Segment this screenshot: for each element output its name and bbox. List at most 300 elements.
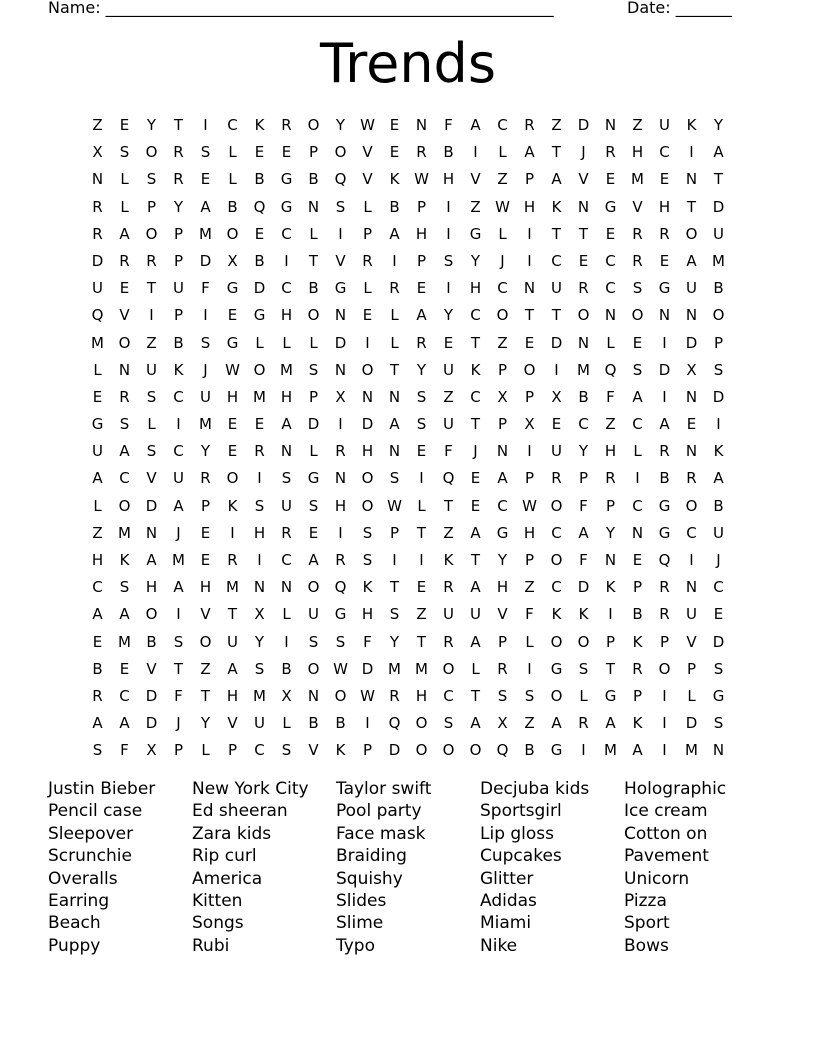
grid-letter: L: [147, 415, 156, 434]
grid-letter: G: [253, 306, 266, 325]
grid-letter: O: [523, 360, 536, 379]
grid-letter: E: [254, 415, 265, 434]
grid-letter: A: [173, 496, 184, 515]
grid-letter: T: [470, 333, 481, 352]
grid-letter: I: [689, 551, 694, 569]
grid-letter: U: [686, 605, 697, 624]
grid-letter: E: [119, 659, 130, 678]
grid-letter: J: [473, 442, 478, 461]
grid-letter: A: [281, 415, 292, 434]
grid-letter: I: [365, 333, 370, 352]
grid-letter: C: [497, 496, 508, 515]
grid-letter: G: [658, 279, 671, 298]
grid-letter: H: [523, 523, 536, 542]
grid-letter: P: [524, 170, 535, 189]
grid-letter: H: [658, 197, 671, 216]
grid-letter: C: [470, 387, 481, 406]
grid-letter: X: [686, 360, 697, 379]
grid-letter: S: [389, 605, 400, 624]
grid-letter: C: [119, 469, 130, 488]
grid-letter: A: [389, 415, 400, 434]
word-item: Ice cream: [624, 801, 708, 822]
grid-letter: P: [146, 197, 157, 216]
grid-letter: N: [685, 387, 698, 406]
grid-letter: B: [308, 170, 319, 189]
grid-letter: S: [308, 360, 319, 379]
grid-letter: O: [307, 116, 320, 134]
word-item: Scrunchie: [48, 846, 132, 867]
grid-letter: R: [254, 442, 265, 461]
grid-letter: C: [632, 415, 643, 434]
grid-letter: S: [200, 143, 211, 162]
grid-letter: S: [173, 632, 184, 651]
grid-letter: G: [226, 279, 239, 298]
grid-letter: A: [416, 306, 427, 325]
grid-letter: E: [254, 224, 265, 243]
grid-letter: R: [281, 523, 292, 542]
grid-letter: K: [470, 360, 481, 379]
grid-letter: B: [254, 251, 265, 270]
grid-letter: A: [119, 224, 130, 243]
grid-letter: O: [631, 306, 644, 325]
word-item: Earring: [48, 891, 110, 912]
grid-row: [84, 302, 732, 329]
grid-row: [84, 520, 732, 547]
letter-grid: [84, 112, 732, 765]
grid-letter: N: [685, 306, 698, 325]
grid-letter: I: [203, 306, 208, 325]
word-item: Slime: [336, 913, 384, 934]
grid-letter: O: [469, 741, 482, 760]
grid-letter: P: [416, 197, 427, 216]
grid-letter: O: [145, 143, 158, 162]
grid-letter: U: [551, 442, 562, 461]
grid-letter: U: [92, 279, 103, 298]
grid-letter: P: [605, 632, 616, 651]
grid-letter: D: [307, 415, 320, 434]
grid-letter: G: [658, 523, 671, 542]
grid-letter: E: [200, 170, 211, 189]
grid-letter: E: [227, 415, 238, 434]
grid-letter: R: [443, 632, 454, 651]
grid-letter: X: [497, 714, 508, 733]
grid-letter: L: [363, 279, 372, 298]
grid-letter: Q: [334, 578, 347, 597]
grid-letter: B: [308, 714, 319, 733]
grid-letter: P: [578, 469, 589, 488]
grid-letter: I: [554, 360, 559, 379]
grid-letter: H: [334, 496, 347, 515]
grid-letter: C: [173, 387, 184, 406]
grid-row: [84, 221, 732, 248]
grid-letter: I: [392, 251, 397, 270]
grid-letter: C: [632, 496, 643, 515]
grid-letter: U: [281, 496, 292, 515]
grid-letter: Y: [146, 116, 157, 134]
grid-letter: B: [713, 496, 724, 515]
grid-letter: V: [200, 605, 211, 624]
grid-letter: B: [308, 279, 319, 298]
grid-letter: L: [282, 605, 291, 624]
grid-letter: L: [228, 170, 237, 189]
grid-letter: K: [632, 632, 643, 651]
grid-letter: R: [443, 578, 454, 597]
grid-letter: L: [93, 496, 102, 515]
grid-letter: N: [712, 741, 725, 760]
word-item: Taylor swift: [336, 779, 432, 799]
grid-letter: D: [199, 251, 212, 270]
grid-letter: E: [713, 605, 724, 624]
grid-letter: I: [662, 741, 667, 760]
grid-letter: L: [471, 659, 480, 678]
grid-letter: I: [257, 469, 262, 488]
grid-letter: K: [443, 551, 454, 569]
grid-letter: E: [92, 632, 103, 651]
grid-row: [84, 357, 732, 384]
grid-letter: X: [497, 387, 508, 406]
grid-letter: T: [551, 306, 562, 325]
grid-letter: F: [363, 632, 372, 651]
grid-letter: Y: [713, 116, 724, 134]
grid-letter: U: [254, 714, 265, 733]
grid-row: [84, 384, 732, 411]
grid-letter: P: [497, 360, 508, 379]
grid-letter: K: [362, 578, 373, 597]
grid-letter: N: [253, 578, 266, 597]
grid-letter: H: [145, 578, 158, 597]
grid-letter: P: [173, 306, 184, 325]
grid-letter: Z: [443, 523, 454, 542]
grid-letter: Z: [470, 197, 481, 216]
grid-letter: G: [550, 741, 563, 760]
grid-letter: R: [551, 469, 562, 488]
grid-letter: N: [280, 442, 293, 461]
grid-letter: S: [146, 442, 157, 461]
grid-letter: E: [416, 442, 427, 461]
grid-letter: O: [226, 224, 239, 243]
grid-letter: I: [419, 469, 424, 488]
grid-letter: I: [365, 714, 370, 733]
grid-letter: M: [712, 251, 725, 270]
grid-letter: U: [686, 279, 697, 298]
word-item: America: [192, 868, 263, 889]
grid-letter: A: [119, 714, 130, 733]
grid-letter: C: [227, 116, 238, 134]
grid-letter: R: [632, 659, 643, 678]
grid-letter: E: [200, 551, 211, 569]
grid-letter: A: [470, 632, 481, 651]
grid-letter: Y: [173, 197, 184, 216]
grid-letter: I: [473, 143, 478, 162]
grid-letter: M: [280, 360, 293, 379]
grid-letter: I: [338, 523, 343, 542]
grid-letter: S: [524, 686, 535, 705]
grid-letter: Z: [497, 170, 508, 189]
grid-letter: B: [227, 197, 238, 216]
word-item: Face mask: [336, 823, 426, 844]
grid-letter: O: [361, 496, 374, 515]
grid-letter: H: [199, 578, 212, 597]
grid-letter: X: [227, 251, 238, 270]
grid-letter: R: [659, 442, 670, 461]
grid-letter: S: [632, 279, 643, 298]
grid-letter: O: [199, 632, 212, 651]
grid-letter: S: [119, 415, 130, 434]
grid-letter: L: [525, 632, 534, 651]
grid-letter: T: [470, 551, 481, 569]
grid-letter: E: [119, 279, 130, 298]
grid-letter: R: [659, 578, 670, 597]
grid-letter: U: [470, 605, 481, 624]
grid-letter: G: [550, 659, 563, 678]
word-item: Unicorn: [624, 868, 690, 889]
grid-letter: R: [578, 714, 589, 733]
grid-letter: A: [578, 523, 589, 542]
word-item: Nike: [480, 935, 518, 956]
grid-letter: Q: [658, 551, 671, 569]
grid-letter: B: [443, 143, 454, 162]
grid-letter: I: [392, 551, 397, 569]
grid-letter: M: [631, 170, 644, 189]
grid-row: [84, 710, 732, 737]
grid-letter: O: [118, 496, 131, 515]
grid-letter: D: [145, 496, 158, 515]
grid-letter: I: [176, 415, 181, 434]
grid-letter: A: [713, 469, 724, 488]
grid-letter: M: [577, 360, 590, 379]
grid-letter: O: [307, 578, 320, 597]
grid-letter: H: [280, 306, 293, 325]
grid-letter: T: [551, 143, 562, 162]
grid-letter: A: [524, 143, 535, 162]
grid-letter: Y: [335, 116, 346, 134]
grid-letter: N: [307, 197, 320, 216]
grid-letter: A: [92, 605, 103, 624]
grid-letter: T: [173, 659, 184, 678]
grid-letter: M: [172, 551, 185, 569]
word-item: Sport: [624, 913, 670, 934]
grid-letter: P: [227, 741, 238, 760]
grid-letter: X: [551, 387, 562, 406]
grid-letter: G: [226, 333, 239, 352]
grid-letter: C: [605, 279, 616, 298]
grid-row: [84, 737, 732, 764]
grid-letter: E: [119, 116, 130, 134]
grid-letter: H: [91, 551, 104, 569]
grid-letter: N: [685, 170, 698, 189]
grid-letter: B: [632, 605, 643, 624]
grid-letter: S: [362, 523, 373, 542]
grid-letter: L: [390, 333, 399, 352]
grid-letter: B: [173, 333, 184, 352]
grid-letter: P: [416, 251, 427, 270]
grid-letter: S: [119, 143, 130, 162]
grid-letter: T: [470, 415, 481, 434]
grid-letter: T: [578, 224, 589, 243]
grid-letter: R: [173, 143, 184, 162]
grid-letter: C: [254, 741, 265, 760]
grid-letter: I: [257, 551, 262, 569]
grid-letter: X: [335, 387, 346, 406]
grid-letter: E: [362, 306, 373, 325]
grid-letter: R: [578, 279, 589, 298]
grid-letter: P: [632, 686, 643, 705]
grid-letter: I: [662, 333, 667, 352]
grid-row: [84, 139, 732, 166]
grid-letter: A: [497, 469, 508, 488]
grid-letter: D: [550, 333, 563, 352]
grid-letter: U: [551, 279, 562, 298]
grid-letter: N: [388, 442, 401, 461]
grid-letter: C: [173, 442, 184, 461]
grid-letter: J: [176, 523, 181, 542]
word-item: Slides: [336, 891, 387, 912]
word-item: Typo: [336, 935, 375, 956]
grid-letter: M: [118, 632, 131, 651]
grid-letter: E: [227, 442, 238, 461]
grid-letter: E: [524, 333, 535, 352]
grid-letter: F: [444, 442, 453, 461]
grid-letter: I: [581, 741, 586, 760]
grid-letter: H: [604, 442, 617, 461]
grid-letter: F: [606, 387, 615, 406]
grid-letter: N: [334, 306, 347, 325]
grid-letter: B: [659, 469, 670, 488]
grid-letter: S: [281, 741, 292, 760]
grid-letter: L: [363, 197, 372, 216]
word-item: Kitten: [192, 891, 243, 912]
grid-letter: J: [203, 360, 208, 379]
word-item: Pizza: [624, 891, 667, 912]
grid-letter: T: [470, 686, 481, 705]
grid-letter: V: [362, 170, 373, 189]
grid-letter: C: [605, 251, 616, 270]
grid-letter: E: [605, 224, 616, 243]
grid-letter: B: [146, 632, 157, 651]
grid-row: [84, 112, 732, 139]
grid-row: [84, 574, 732, 601]
grid-letter: U: [173, 279, 184, 298]
grid-letter: W: [522, 496, 537, 515]
grid-letter: W: [333, 659, 348, 678]
grid-letter: R: [92, 197, 103, 216]
word-column: [48, 778, 192, 957]
grid-letter: Q: [442, 469, 455, 488]
grid-letter: S: [443, 251, 454, 270]
grid-letter: N: [631, 523, 644, 542]
grid-letter: X: [146, 741, 157, 760]
grid-letter: E: [443, 333, 454, 352]
grid-row: [84, 411, 732, 438]
grid-letter: F: [120, 741, 129, 760]
grid-letter: Q: [604, 360, 617, 379]
grid-letter: Z: [92, 523, 103, 542]
grid-letter: O: [415, 714, 428, 733]
grid-letter: E: [659, 251, 670, 270]
grid-letter: I: [527, 659, 532, 678]
grid-letter: D: [91, 251, 104, 270]
word-item: Pavement: [624, 846, 709, 867]
grid-letter: Q: [91, 306, 104, 325]
grid-letter: O: [550, 496, 563, 515]
grid-letter: R: [119, 251, 130, 270]
grid-letter: K: [551, 197, 562, 216]
grid-letter: C: [92, 578, 103, 597]
grid-letter: I: [446, 279, 451, 298]
grid-letter: I: [662, 387, 667, 406]
grid-letter: E: [389, 143, 400, 162]
grid-letter: E: [254, 143, 265, 162]
grid-letter: N: [577, 197, 590, 216]
grid-letter: I: [527, 442, 532, 461]
grid-letter: N: [604, 116, 617, 134]
grid-letter: D: [658, 360, 671, 379]
grid-letter: L: [282, 333, 291, 352]
date-field-label: Date: _______: [627, 0, 732, 17]
grid-letter: E: [470, 469, 481, 488]
word-item: Lip gloss: [480, 823, 555, 844]
grid-letter: D: [253, 279, 266, 298]
grid-letter: A: [470, 116, 481, 134]
grid-letter: D: [712, 632, 725, 651]
grid-letter: R: [281, 116, 292, 134]
grid-letter: R: [632, 251, 643, 270]
grid-letter: P: [173, 224, 184, 243]
grid-letter: O: [550, 686, 563, 705]
grid-letter: Z: [605, 415, 616, 434]
grid-letter: O: [442, 741, 455, 760]
grid-letter: P: [524, 551, 535, 569]
grid-row: [84, 194, 732, 221]
grid-letter: C: [281, 224, 292, 243]
grid-letter: O: [577, 632, 590, 651]
grid-letter: H: [631, 143, 644, 162]
grid-letter: C: [686, 523, 697, 542]
grid-letter: U: [443, 415, 454, 434]
grid-letter: L: [120, 197, 129, 216]
grid-letter: C: [470, 306, 481, 325]
grid-letter: A: [200, 197, 211, 216]
grid-letter: T: [389, 360, 400, 379]
grid-letter: H: [442, 170, 455, 189]
grid-letter: S: [578, 659, 589, 678]
grid-letter: W: [387, 496, 402, 515]
grid-letter: R: [200, 469, 211, 488]
grid-letter: L: [255, 333, 264, 352]
grid-letter: J: [581, 143, 586, 162]
grid-letter: D: [361, 415, 374, 434]
word-item: Rip curl: [192, 846, 257, 867]
grid-row: [84, 275, 732, 302]
grid-letter: C: [443, 686, 454, 705]
grid-letter: O: [496, 306, 509, 325]
grid-letter: A: [632, 741, 643, 760]
grid-letter: F: [579, 551, 588, 569]
grid-letter: A: [92, 469, 103, 488]
grid-letter: W: [495, 197, 510, 216]
grid-letter: S: [281, 469, 292, 488]
grid-letter: Q: [496, 741, 509, 760]
grid-letter: N: [604, 306, 617, 325]
grid-letter: P: [389, 523, 400, 542]
grid-letter: N: [307, 686, 320, 705]
grid-letter: P: [686, 659, 697, 678]
grid-letter: O: [145, 224, 158, 243]
grid-letter: O: [550, 632, 563, 651]
grid-letter: A: [227, 659, 238, 678]
grid-letter: U: [92, 442, 103, 461]
grid-letter: A: [551, 170, 562, 189]
